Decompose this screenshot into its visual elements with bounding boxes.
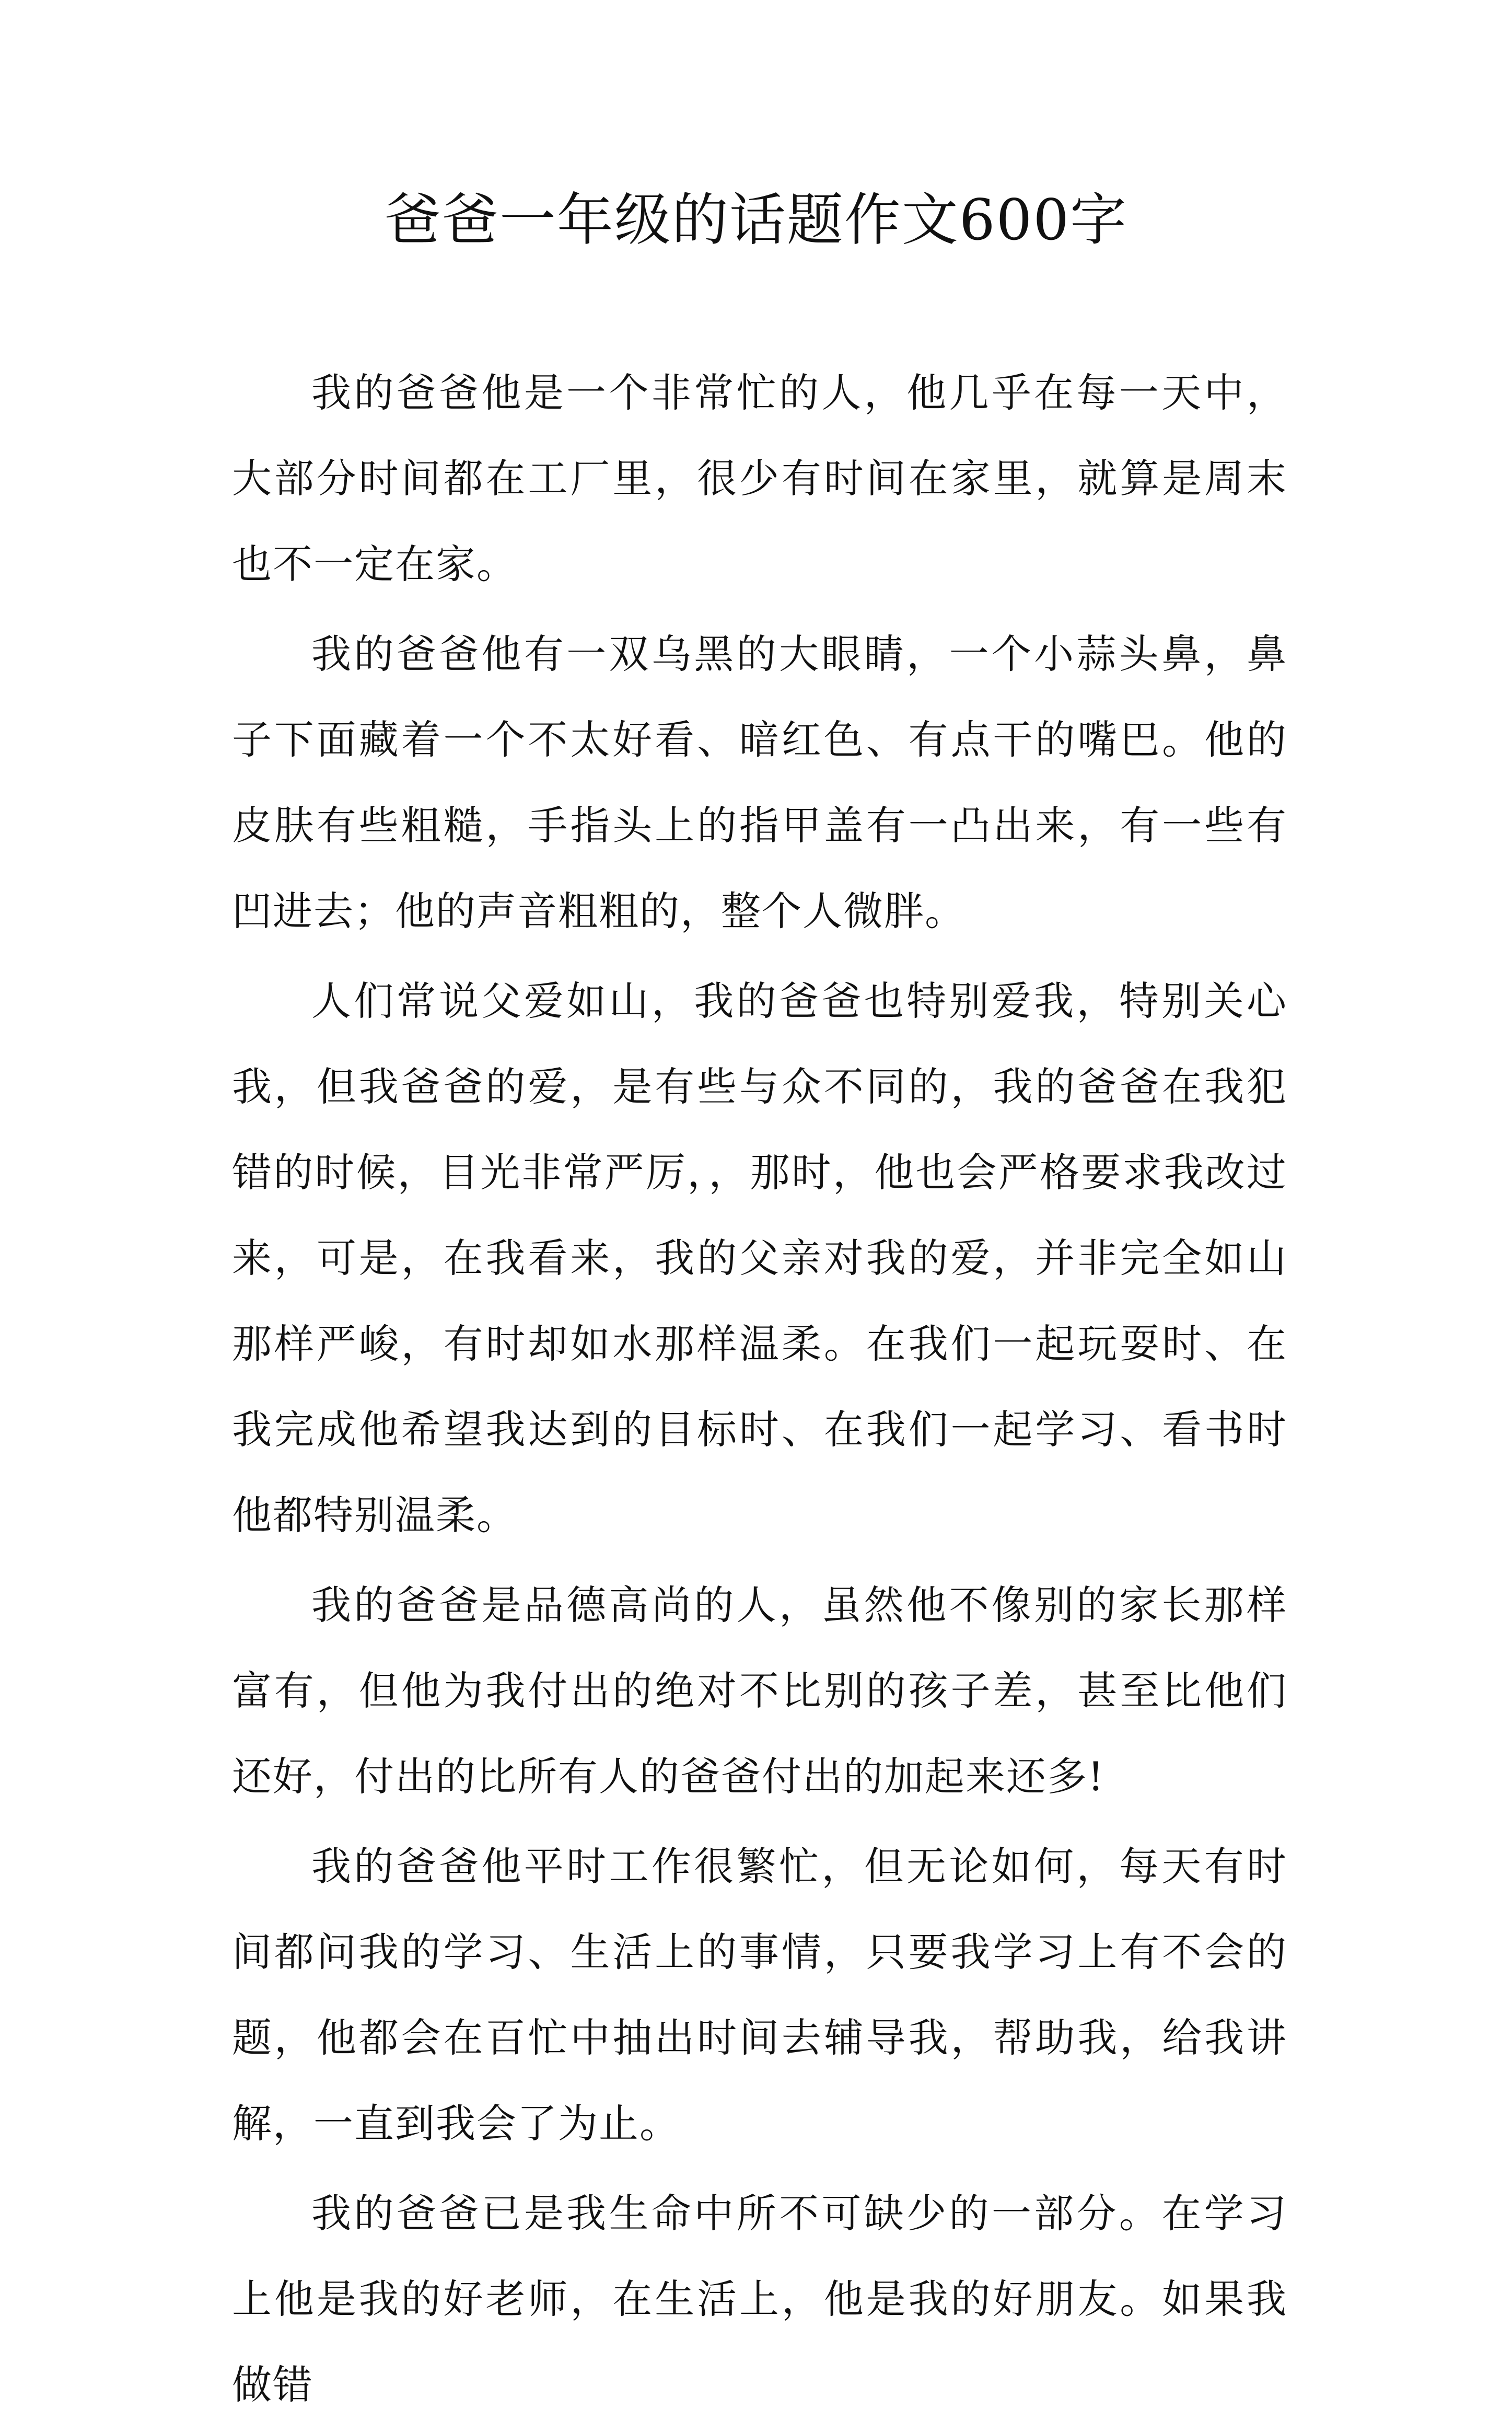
paragraph-1: 我的爸爸他是一个非常忙的人，他几乎在每一天中，大部分时间都在工厂里，很少有时间在家里，就算是周末也不一定在家。 xyxy=(232,369,1287,587)
essay-body xyxy=(232,350,1287,2432)
paragraph-2: 我的爸爸他有一双乌黑的大眼睛，一个小蒜头鼻，鼻子下面藏着一个不太好看、暗红色、有点干的嘴巴。他的皮肤有些粗糙，手指头上的指甲盖有一凸出来，有一些有凹进去；他的声音粗粗的，整个人微胖。 xyxy=(232,631,1287,934)
paragraph-3: 人们常说父爱如山，我的爸爸也特别爱我，特别关心我，但我爸爸的爱，是有些与众不同的，我的爸爸在我犯错的时候，目光非常严厉，，那时，他也会严格要求我改过来，可是，在我看来，我的父亲对我的爱，并非完全如山那样严峻，有时却如水那样温柔。在我们一起玩耍时、在我完成他希望我达到的目标时、在我们一起学习、看书时他都特别温柔。 xyxy=(232,978,1287,1538)
paragraph-4: 我的爸爸是品德高尚的人，虽然他不像别的家长那样富有，但他为我付出的绝对不比别的孩子差，甚至比他们还好，付出的比所有人的爸爸付出的加起来还多! xyxy=(232,1582,1287,1800)
paragraph-6: 我的爸爸已是我生命中所不可缺少的一部分。在学习上他是我的好老师，在生活上，他是我的好朋友。如果我做错 xyxy=(232,2190,1287,2408)
page-title: 爸爸一年级的话题作文600字 xyxy=(384,188,1128,253)
paragraph-5: 我的爸爸他平时工作很繁忙，但无论如何，每天有时间都问我的学习、生活上的事情，只要我学习上有不会的题，他都会在百忙中抽出时间去辅导我，帮助我，给我讲解，一直到我会了为止。 xyxy=(232,1843,1287,2147)
